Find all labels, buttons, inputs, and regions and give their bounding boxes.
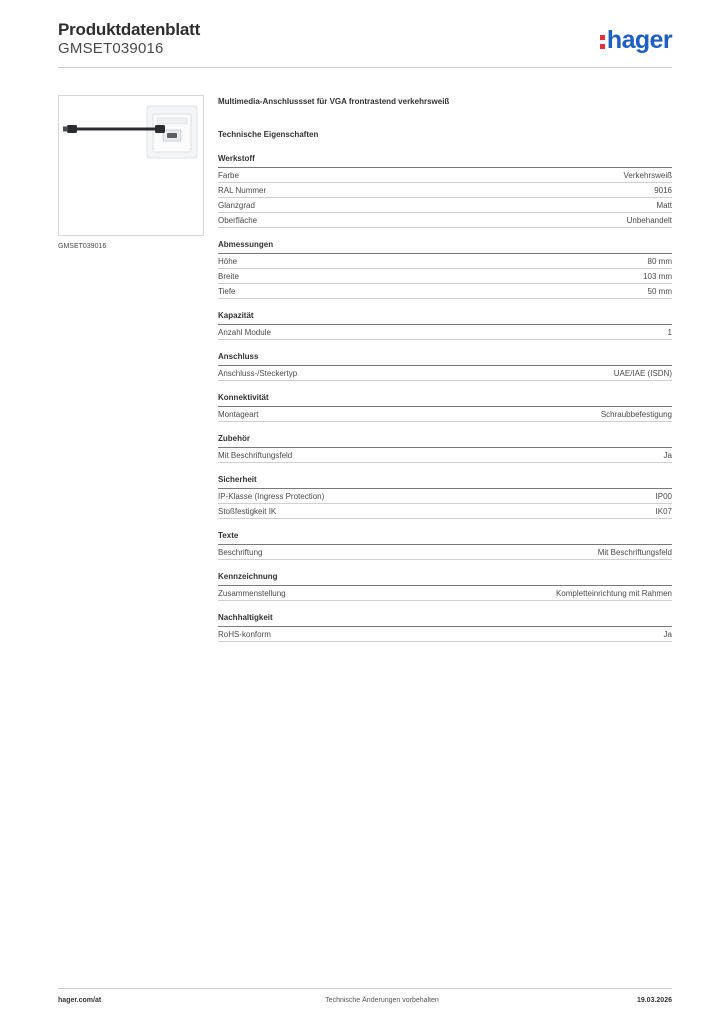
footer-notice: Technische Änderungen vorbehalten xyxy=(325,997,439,1004)
spec-label: Breite xyxy=(218,271,239,281)
group-title: Nachhaltigkeit xyxy=(218,612,672,627)
spec-label: Tiefe xyxy=(218,286,236,296)
spec-value: 80 mm xyxy=(647,256,672,266)
spec-row xyxy=(218,504,672,519)
spec-label: RoHS-konform xyxy=(218,629,271,639)
footer-website[interactable]: hager.com/at xyxy=(58,997,102,1004)
spec-value: IK07 xyxy=(655,506,672,516)
spec-row xyxy=(218,254,672,269)
footer-divider xyxy=(58,988,672,989)
spec-value: UAE/IAE (ISDN) xyxy=(613,368,672,378)
spec-group xyxy=(218,351,672,381)
spec-value: Unbehandelt xyxy=(626,215,672,225)
spec-label: Farbe xyxy=(218,170,239,180)
spec-row xyxy=(218,586,672,601)
spec-value: 50 mm xyxy=(647,286,672,296)
section-heading: Technische Eigenschaften xyxy=(218,130,319,139)
group-title: Anschluss xyxy=(218,351,672,366)
footer-date: 19.03.2026 xyxy=(636,997,672,1004)
spec-value: Ja xyxy=(663,450,672,460)
spec-group xyxy=(218,239,672,299)
product-image xyxy=(58,95,204,236)
article-number: GMSET039016 xyxy=(58,40,164,57)
spec-label: Glanzgrad xyxy=(218,200,255,210)
spec-value: 1 xyxy=(667,327,672,337)
hager-logo[interactable] xyxy=(600,26,672,55)
spec-label: Anzahl Module xyxy=(218,327,271,337)
group-title: Zubehör xyxy=(218,433,672,448)
spec-value: Ja xyxy=(663,629,672,639)
spec-value: Schraubbefestigung xyxy=(600,409,672,419)
specification-table xyxy=(218,97,672,642)
group-title: Konnektivität xyxy=(218,392,672,407)
spec-label: RAL Nummer xyxy=(218,185,267,195)
spec-group xyxy=(218,433,672,463)
group-title: Abmessungen xyxy=(218,239,672,254)
spec-row xyxy=(218,325,672,340)
page-title: Produktdatenblatt xyxy=(58,20,201,39)
spec-row xyxy=(218,269,672,284)
spec-group xyxy=(218,392,672,422)
spec-row xyxy=(218,366,672,381)
spec-group xyxy=(218,474,672,519)
spec-label: Mit Beschriftungsfeld xyxy=(218,450,293,460)
spec-group xyxy=(218,310,672,340)
spec-group xyxy=(218,571,672,601)
spec-value: Verkehrsweiß xyxy=(623,170,672,180)
spec-value: IP00 xyxy=(655,491,672,501)
image-caption: GMSET039016 xyxy=(58,243,107,250)
spec-row xyxy=(218,407,672,422)
header-divider xyxy=(58,67,672,68)
spec-group xyxy=(218,530,672,560)
spec-label: Beschriftung xyxy=(218,547,263,557)
group-title: Kapazität xyxy=(218,310,672,325)
spec-row xyxy=(218,448,672,463)
spec-label: Oberfläche xyxy=(218,215,258,225)
spec-label: Montageart xyxy=(218,409,259,419)
spec-label: Stoßfestigkeit IK xyxy=(218,506,277,516)
spec-group xyxy=(218,153,672,228)
spec-value: 103 mm xyxy=(643,271,672,281)
spec-row xyxy=(218,168,672,183)
spec-label: Höhe xyxy=(218,256,238,266)
logo-text: hager xyxy=(606,26,672,54)
group-title: Sicherheit xyxy=(218,474,672,489)
spec-groups xyxy=(218,153,672,642)
spec-row xyxy=(218,489,672,504)
group-title: Kennzeichnung xyxy=(218,571,672,586)
spec-row xyxy=(218,545,672,560)
spec-value: Mit Beschriftungsfeld xyxy=(597,547,672,557)
spec-value: 9016 xyxy=(654,185,672,195)
spec-label: Anschluss-/Steckertyp xyxy=(218,368,298,378)
spec-label: IP-Klasse (Ingress Protection) xyxy=(218,491,325,501)
spec-row xyxy=(218,183,672,198)
spec-label: Zusammenstellung xyxy=(218,588,286,598)
spec-value: Matt xyxy=(656,200,672,210)
group-title: Werkstoff xyxy=(218,153,672,168)
product-description: Multimedia-Anschlussset für VGA frontrastend verkehrsweiß xyxy=(218,97,450,106)
spec-row xyxy=(218,213,672,228)
group-title: Texte xyxy=(218,530,672,545)
spec-group xyxy=(218,612,672,642)
multimedia-socket-icon xyxy=(59,96,204,236)
logo-dots-icon xyxy=(600,35,605,49)
spec-row xyxy=(218,627,672,642)
spec-row xyxy=(218,284,672,299)
spec-row xyxy=(218,198,672,213)
spec-value: Kompletteinrichtung mit Rahmen xyxy=(555,588,672,598)
